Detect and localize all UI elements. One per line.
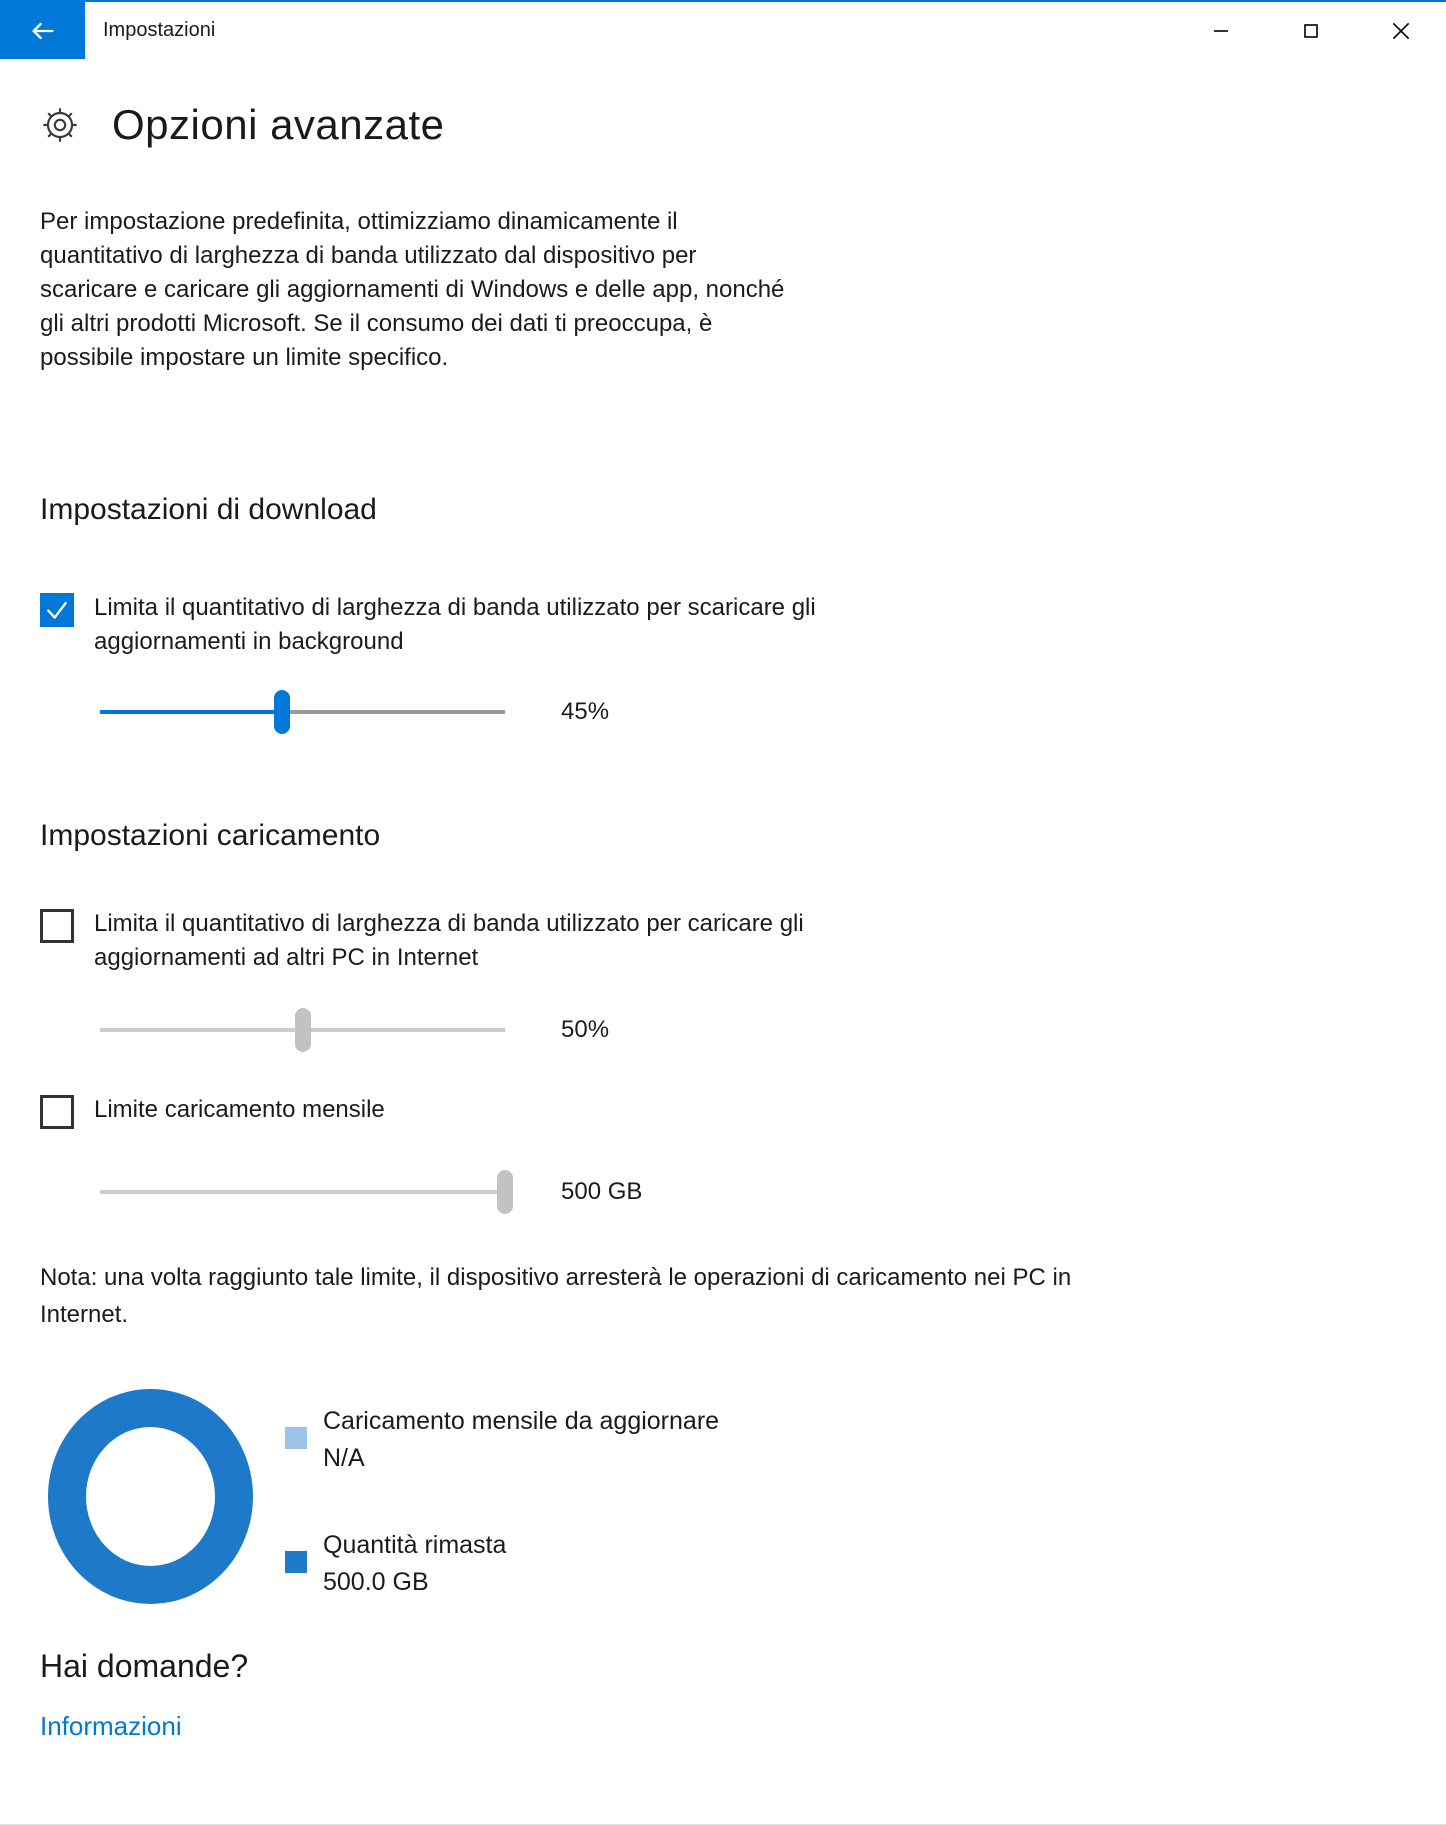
checkbox-box (40, 1095, 74, 1129)
minimize-button[interactable] (1176, 2, 1266, 59)
legend-entry-remaining (285, 1527, 719, 1601)
slider-fill (100, 710, 282, 714)
legend-text (323, 1403, 719, 1477)
slider-thumb[interactable] (497, 1170, 513, 1214)
monthly-slider-value: 500 GB (561, 1178, 643, 1205)
page-header (40, 101, 1390, 149)
slider-thumb[interactable] (274, 690, 290, 734)
monthly-slider-row (100, 1169, 1390, 1215)
maximize-button[interactable] (1266, 2, 1356, 59)
upload-section-heading: Impostazioni caricamento (40, 819, 381, 852)
close-icon (1389, 19, 1413, 43)
legend-swatch-blue (285, 1551, 307, 1573)
arrow-left-icon (29, 17, 57, 45)
legend-value: 500.0 GB (323, 1568, 429, 1596)
checkbox-label: Limita il quantitativo di larghezza di banda utilizzato per scaricare gli aggiornamenti in background (94, 594, 816, 655)
questions-heading: Hai domande? (40, 1648, 249, 1684)
donut-chart (48, 1389, 253, 1604)
upload-limit-note: Nota: una volta raggiunto tale limite, il dispositivo arresterà le operazioni di caricamento nei PC in Internet. (40, 1264, 1072, 1328)
chart-legend (285, 1403, 719, 1601)
upload-bandwidth-slider[interactable] (100, 1007, 505, 1053)
gear-icon (40, 105, 80, 145)
titlebar (0, 2, 1446, 59)
slider-fill (100, 1190, 505, 1194)
checkbox-box (40, 593, 74, 627)
intro-paragraph: Per impostazione predefinita, ottimizziamo dinamicamente il quantitativo di larghezza di banda utilizzato dal dispositivo per scaricare e caricare gli aggiornamenti di Windows e delle app, nonché gli altri prodotti Microsoft. Se il consumo dei dati ti preoccupa, è possibile impostare un limite specifico. (40, 208, 785, 371)
upload-usage-chart (40, 1389, 1390, 1604)
download-bandwidth-slider[interactable] (100, 689, 505, 735)
monthly-upload-limit-checkbox[interactable] (40, 1093, 1390, 1129)
checkmark-icon (43, 596, 71, 624)
legend-label: Caricamento mensile da aggiornare (323, 1407, 720, 1435)
back-button[interactable] (0, 2, 85, 59)
checkbox-box (40, 909, 74, 943)
upload-slider-row (100, 1007, 1390, 1053)
download-section-heading: Impostazioni di download (40, 493, 377, 526)
close-button[interactable] (1356, 2, 1446, 59)
limit-upload-bandwidth-checkbox[interactable] (40, 907, 1390, 975)
limit-download-bandwidth-checkbox[interactable] (40, 591, 1390, 659)
legend-text (323, 1527, 506, 1601)
slider-fill (100, 1028, 303, 1032)
monthly-upload-limit-slider[interactable] (100, 1169, 505, 1215)
legend-value: N/A (323, 1444, 365, 1472)
download-slider-value: 45% (561, 698, 610, 725)
checkbox-label: Limita il quantitativo di larghezza di banda utilizzato per caricare gli aggiornamenti ad altri PC in Internet (94, 910, 804, 971)
upload-slider-value: 50% (561, 1016, 610, 1043)
legend-entry-monthly-upload (285, 1403, 719, 1477)
slider-thumb[interactable] (295, 1008, 311, 1052)
minimize-icon (1210, 20, 1232, 42)
download-slider-row (100, 689, 1390, 735)
window-controls (1176, 2, 1446, 59)
checkbox-label: Limite caricamento mensile (94, 1096, 385, 1123)
info-link[interactable]: Informazioni (40, 1711, 182, 1741)
page-title: Opzioni avanzate (112, 101, 445, 148)
maximize-icon (1300, 20, 1322, 42)
page-content (0, 101, 1446, 1742)
window-title: Impostazioni (103, 19, 216, 41)
legend-swatch-light-blue (285, 1427, 307, 1449)
legend-label: Quantità rimasta (323, 1531, 507, 1559)
